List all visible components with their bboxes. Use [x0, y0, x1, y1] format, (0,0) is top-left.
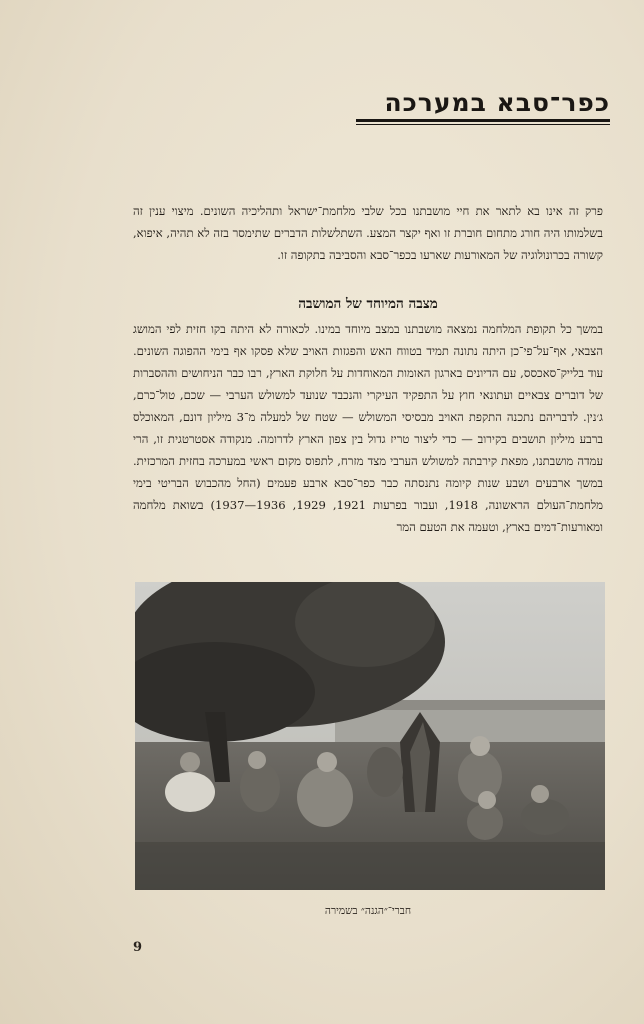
page-title: כפר־סבא במערכה [384, 88, 610, 117]
photograph [135, 582, 605, 890]
main-paragraph: במשך כל תקופת המלחמה נמצאה מושבתנו במצב מיוחד במינו. לכאורה לא היתה בקו חזית לפי המושג הצבאי, אף־על־פי־כן היתה נתונה תמיד בטווח האש והפגזות האויב שלא פסקו אף בימי ההפוגה השונים. עוד בלייק־סאכסס, עם הדיונים בארגון האומות המאוחדות על חלוקת הארץ, רבו כבר הניחושים וההסברות של דוברים צבאיים ועתונאי חוץ על התפקיד העיקרי והנכבד שנועד למשולש הערבי — שכם, טול־כרם, ג׳נין. לדבריהם נתכנה התקפת האויב מבסיסי המשולש — שטח של למעלה מ־3 מיליון דונם, המאוכלס ברבע מיליון תושבים בקירוב — כדי ליצור טריז גדול בין צפון הארץ לדרומה. מנקודה אסטרטגית זו, הרי עמדה מושבתנו, מפאת קירבתה למשולש הערבי מצד מזרח, לתפוס מקום ראשי במערכה בחזית המרכזית. במשך ארבעים ושבע שנות קיומה נתנסתה כבר כפר־סבא ארבע פעמים (החל מהכבוש הבריטי בימי מלחמת־העולם הראשונה, 1918, ועבור בפרעות 1921, 1929, 1936—1937) בשואת מלחמה ומאורעות־דמים בארץ, וטעמה את הטעם המר [133, 322, 603, 534]
section-heading: מצבה המיוחד של המושבה [298, 296, 438, 312]
photo-caption: חברי־״הגנה״ בשמירה [324, 905, 412, 917]
title-underline-thin [356, 124, 610, 125]
photo-illustration [135, 582, 605, 890]
page-number: 9 [133, 940, 143, 955]
intro-paragraph: פרק זה אינו בא לתאר את חיי מושבתנו בכל שלבי מלחמת־ישראל ותהליכיה השונים. מיצוי ענין זה בשלמותו היה חורג מתחום חוברת זו ואף יקצר המצע. השתלשלות הדברים שתימסר בזה לא תהיה, איפוא, קשורה בכרונולוגיה של המאורעות שארעו בכפר־סבא והסביבה בתקופה זו. [133, 204, 603, 262]
title-underline-thick [356, 119, 610, 122]
